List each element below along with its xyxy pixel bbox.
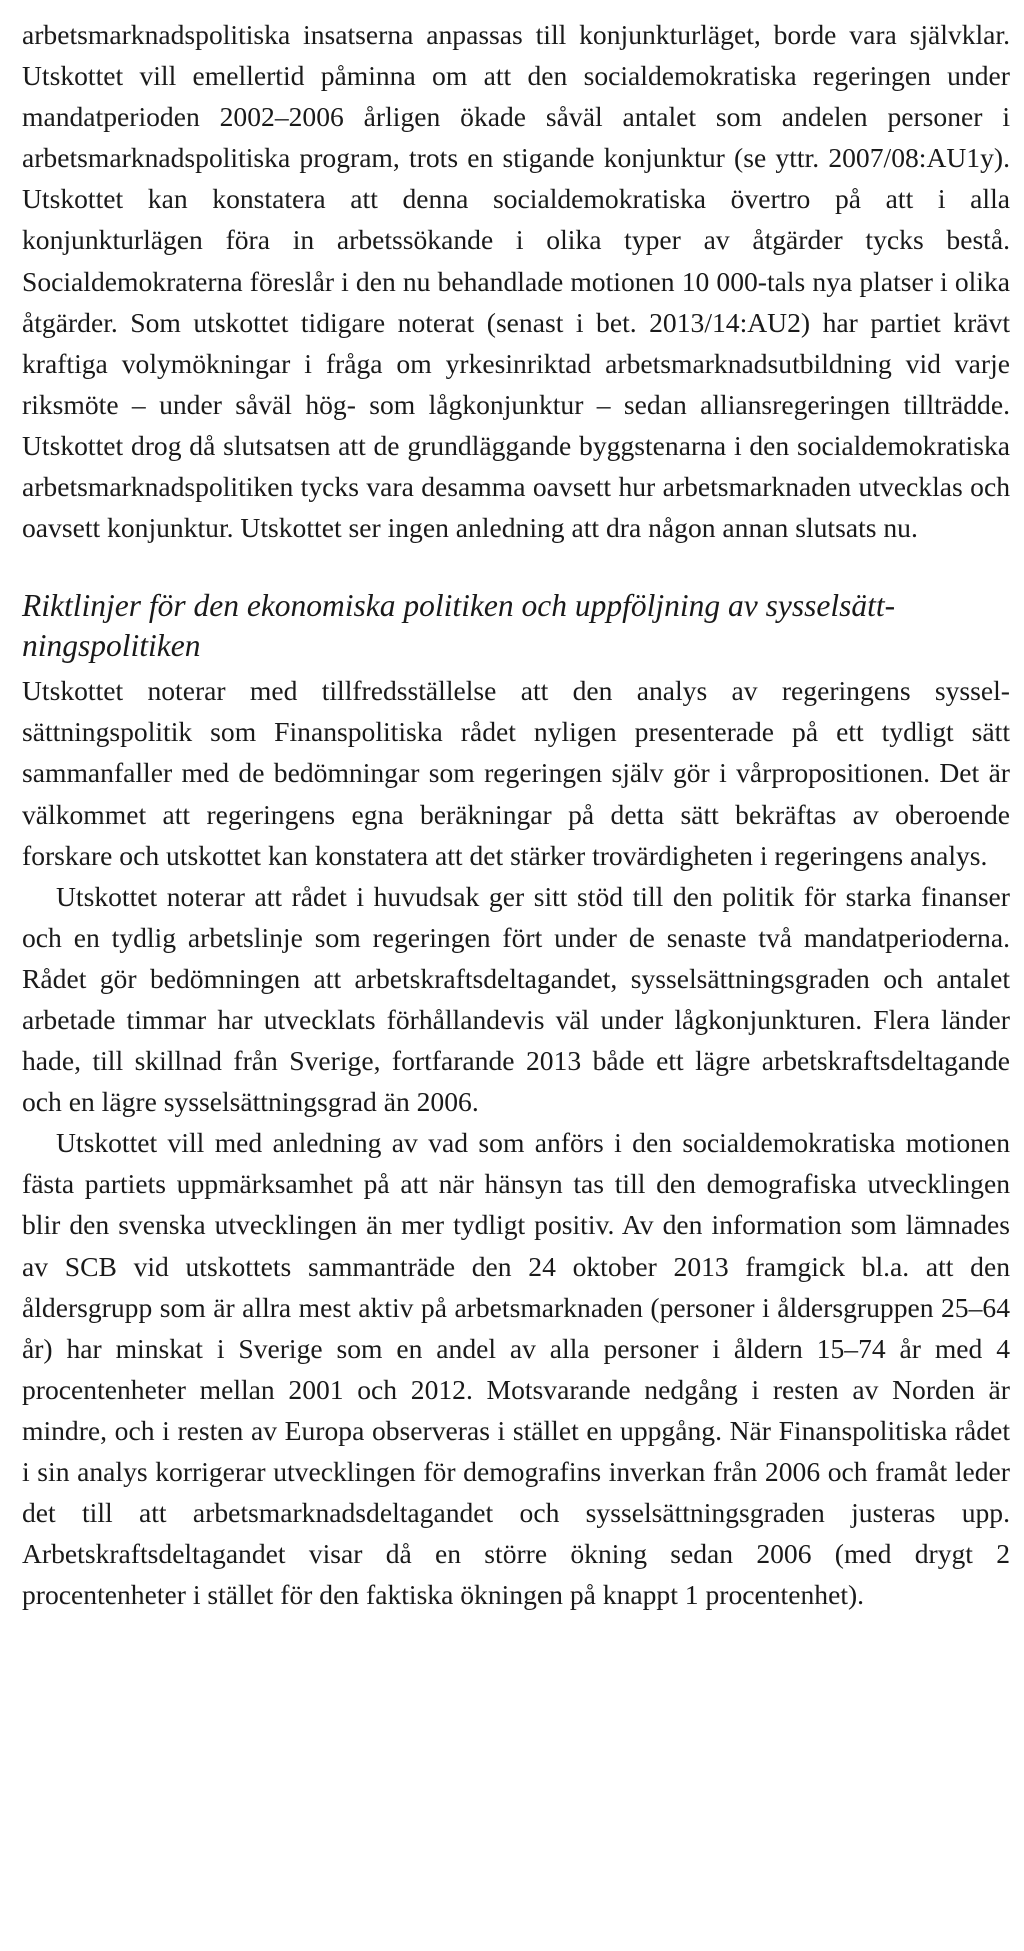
paragraph-2: Utskottet noterar att rådet i huvudsak ger sitt stöd till den politik för starka finanser och en tydlig arbetslinje som regeringen fört under de senaste två mandatperioderna. Rådet gör bedömningen att arbetskraftsdeltagandet, sysselsättningsgraden och antalet arbetade timmar har utvecklats förhållandevis väl under lågkonjunkturen. Flera länder hade, till skillnad från Sverige, fortfarande 2013 både ett lägre arbetskraftsdeltagande och en lägre sysselsättningsgrad än 2006. (22, 880, 1010, 1118)
paragraph-3: Utskottet vill med anledning av vad som anförs i den socialdemokratiska motionen fästa partiets uppmärksamhet på att när hänsyn tas till den demografiska utvecklingen blir den svenska utvecklingen än mer tydligt positiv. Av den information som lämnades av SCB vid utskottets sammanträde den 24 oktober 2013 framgick bl.a. att den åldersgrupp som är allra mest aktiv på arbetsmarknaden (personer i åldersgruppen 25–64 år) har minskat i Sverige som en andel av alla personer i åldern 15–74 år med 4 procentenheter mellan 2001 och 2012. Motsvarande nedgång i resten av Norden är mindre, och i resten av Europa observeras i stället en uppgång. När Finanspolitiska rådet i sin analys korrigerar utvecklingen för demografins inverkan från 2006 och framåt leder det till att arbetsmarknadsdeltagandet och sysselsättningsgraden justeras upp. Arbetskraftsdeltagandet visar då en större ökning sedan 2006 (med drygt 2 procentenheter i stället för den faktiska ökningen på knappt 1 procentenhet). (22, 1127, 1010, 1611)
section-heading: Riktlinjer för den ekonomiska politiken och uppföljning av sysselsättningspolitiken (22, 588, 896, 664)
intro-paragraph: arbetsmarknadspolitiska insatserna anpassas till konjunkturläget, borde vara självklar. Utskottet vill emellertid påminna om att den socialdemokratiska regeringen under mandatperioden 2002–2006 årligen ökade såväl antalet som andelen personer i arbetsmarknadspolitiska program, trots en stigande konjunktur (se yttr. 2007/08:AU1y). Utskottet kan konstatera att denna socialdemokratiska övertro på att i alla konjunkturlägen föra in arbetssökande i olika typer av åtgärder tycks bestå. Socialdemokraterna föreslår i den nu behandlade motionen 10 000-tals nya platser i olika åtgärder. Som utskottet tidigare noterat (senast i bet. 2013/14:AU2) har partiet krävt kraftiga volymökningar i fråga om yrkesinriktad arbetsmarknadsutbildning vid varje riksmöte – under såväl hög- som lågkonjunktur – sedan alliansregeringen tillträdde. Utskottet drog då slutsatsen att de grundläggande byggstenarna i den socialdemokratiska arbetsmarknadspolitiken tycks vara desamma oavsett hur arbetsmarknaden utvecklas och oavsett konjunktur. Utskottet ser ingen anledning att dra någon annan slutsats nu. (22, 19, 1010, 544)
document-page (22, 14, 1010, 1615)
paragraph-1: Utskottet noterar med tillfredsställelse att den analys av regeringens sysselsättningspolitik som Finanspolitiska rådet nyligen presenterade på ett tydligt sätt sammanfaller med de bedömningar som regeringen själv gör i vårpropositionen. Det är välkommet att regeringens egna beräkningar på detta sätt bekräftas av oberoende forskare och utskottet kan konstatera att det stärker trovärdigheten i regeringens analys. (22, 675, 1010, 871)
